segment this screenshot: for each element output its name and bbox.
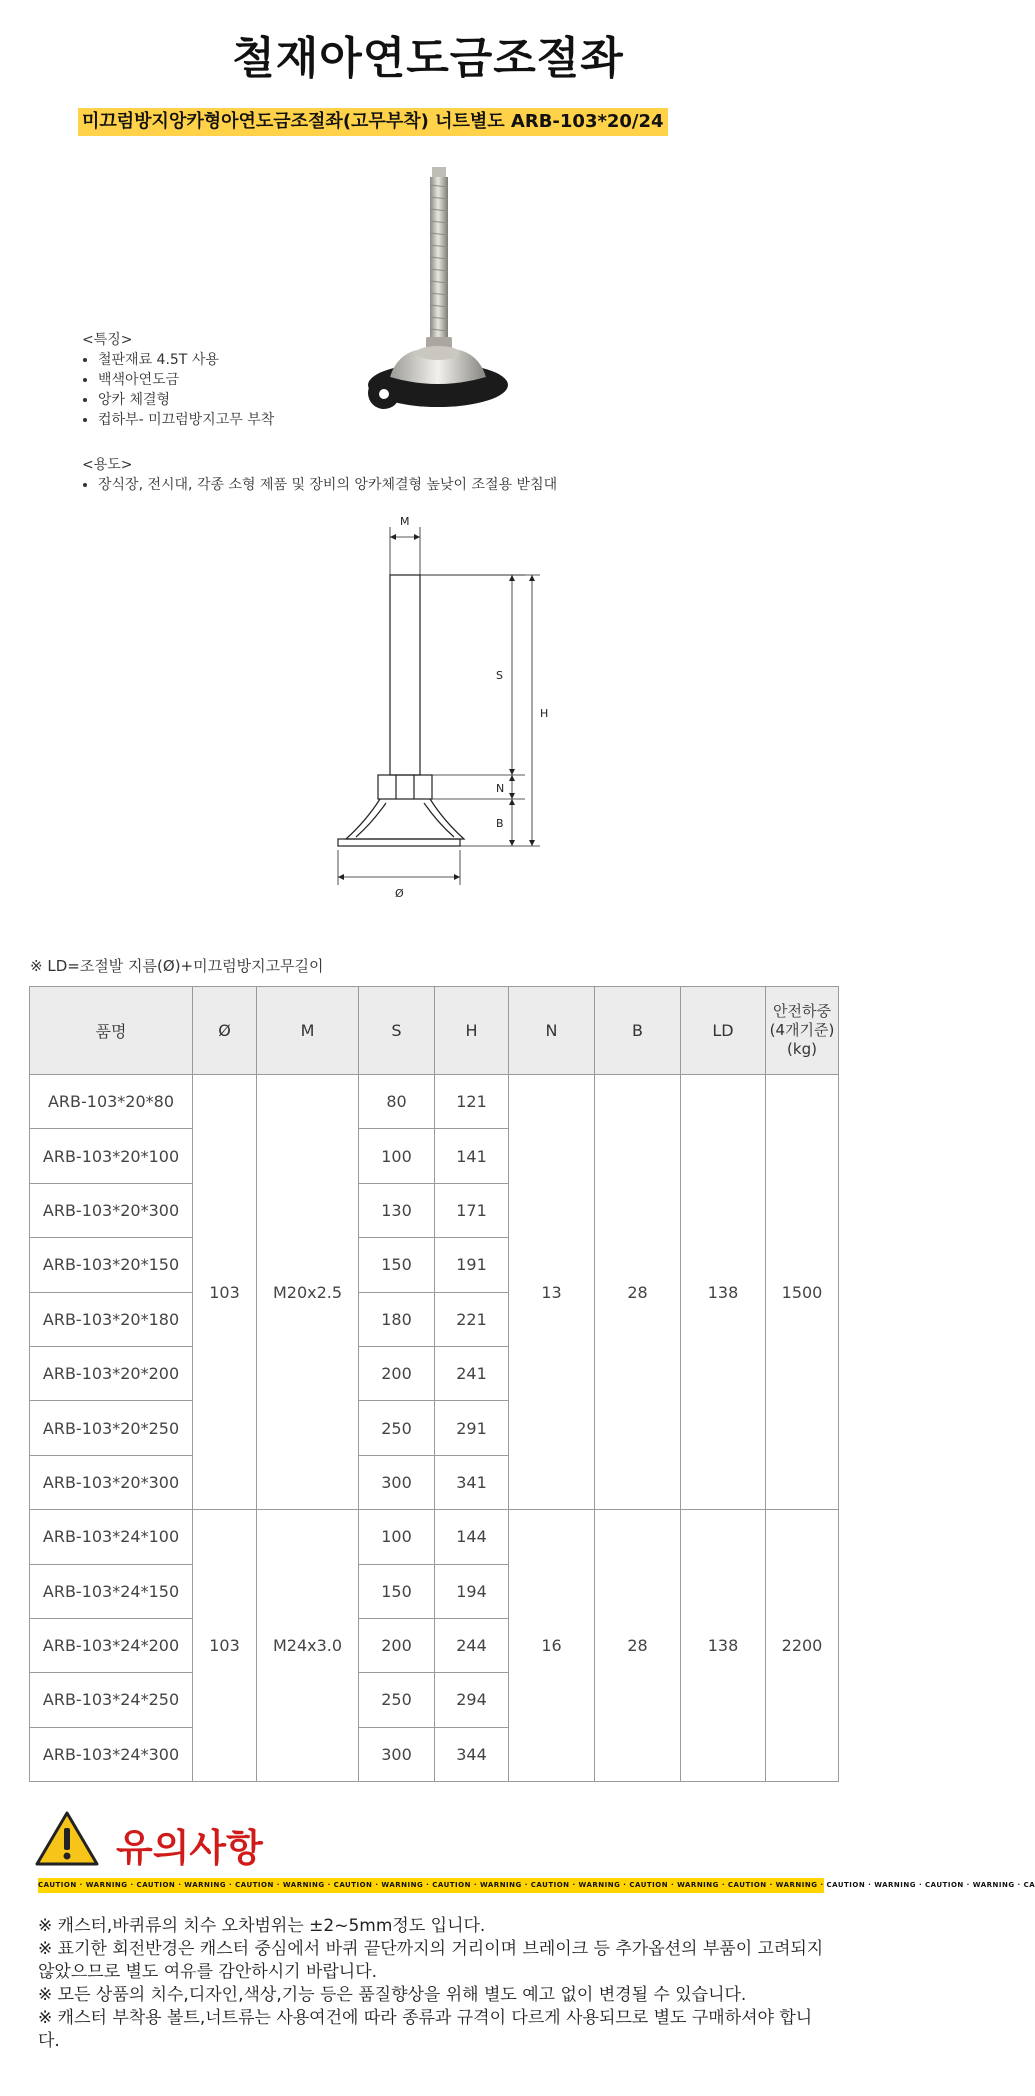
cell-s: 80 [359,1075,435,1129]
cell-name: ARB-103*20*180 [30,1292,193,1346]
cell-h: 294 [435,1673,509,1727]
cell-s: 200 [359,1346,435,1400]
label-dia: Ø [395,887,404,900]
cell-ld: 138 [681,1075,766,1510]
dimension-drawing [300,505,590,915]
cell-n: 16 [509,1510,595,1782]
col-name: 품명 [30,987,193,1075]
cell-n: 13 [509,1075,595,1510]
cell-h: 221 [435,1292,509,1346]
cell-s: 100 [359,1129,435,1183]
cell-h: 194 [435,1564,509,1618]
feature-item: • 철판재료 4.5T 사용 [98,350,274,370]
cell-dia: 103 [193,1075,257,1510]
product-subtitle: 미끄럼방지앙카형아연도금조절좌(고무부착) 너트별도 ARB-103*20/24 [78,108,668,136]
product-photo [370,165,640,415]
cell-name: ARB-103*20*200 [30,1346,193,1400]
features-section [82,330,274,430]
cell-m: M24x3.0 [257,1510,359,1782]
cell-h: 341 [435,1455,509,1509]
col-ld: LD [681,987,766,1075]
warning-strip: CAUTION · WARNING · CAUTION · WARNING · CAUTION · WARNING · CAUTION · WARNING · CAUTION · WARNING · CAUTION · WARNING · CAUTION · WARNING · CAUTION · WARNING · CAUTION · WARNING · CAUTION · WARNING · CA [38,1878,824,1893]
features-heading: <특징> [82,332,133,348]
cell-b: 28 [595,1510,681,1782]
cell-b: 28 [595,1075,681,1510]
label-m: M [400,515,410,528]
cell-name: ARB-103*24*250 [30,1673,193,1727]
usage-section [82,455,557,495]
cell-s: 150 [359,1564,435,1618]
cell-h: 171 [435,1183,509,1237]
cell-h: 241 [435,1346,509,1400]
cell-load: 1500 [766,1075,839,1510]
cell-name: ARB-103*24*100 [30,1510,193,1564]
label-s: S [496,669,503,682]
table-row [30,1075,839,1129]
col-s: S [359,987,435,1075]
cell-s: 130 [359,1183,435,1237]
cell-h: 141 [435,1129,509,1183]
table-row [30,1510,839,1564]
cell-s: 100 [359,1510,435,1564]
caution-title: 유의사항 [116,1826,263,1870]
cell-s: 300 [359,1727,435,1781]
feature-item: • 백색아연도금 [98,370,274,390]
cell-h: 191 [435,1238,509,1292]
col-dia: Ø [193,987,257,1075]
features-list [82,350,274,430]
cell-name: ARB-103*24*150 [30,1564,193,1618]
feature-item: • 앙카 체결형 [98,390,274,410]
cell-s: 250 [359,1401,435,1455]
col-b: B [595,987,681,1075]
usage-item: • 장식장, 전시대, 각종 소형 제품 및 장비의 앙카체결형 높낮이 조절용 받침대 [98,475,557,495]
label-n: N [496,782,505,795]
label-b: B [496,817,504,830]
cell-s: 150 [359,1238,435,1292]
usage-list [82,475,557,495]
cell-name: ARB-103*20*250 [30,1401,193,1455]
cell-s: 250 [359,1673,435,1727]
cell-ld: 138 [681,1510,766,1782]
cell-h: 121 [435,1075,509,1129]
note-item: ※ 표기한 회전반경은 캐스터 중심에서 바퀴 끝단까지의 거리이며 브레이크 등 추가옵션의 부품이 고려되지 않았으므로 별도 여유를 감안하시기 바랍니다. [38,1939,824,1982]
cell-name: ARB-103*20*80 [30,1075,193,1129]
note-item: ※ 모든 상품의 치수,디자인,색상,기능 등은 품질향상을 위해 별도 예고 없이 변경될 수 있습니다. [38,1985,747,2005]
cell-s: 180 [359,1292,435,1346]
cell-h: 291 [435,1401,509,1455]
note-item: ※ 캐스터 부착용 볼트,너트류는 사용여건에 따라 종류과 규격이 다르게 사용되므로 별도 구매하셔야 합니다. [38,2008,813,2051]
col-m: M [257,987,359,1075]
ld-note: ※ LD=조절발 지름(Ø)+미끄럼방지고무길이 [30,957,324,975]
usage-heading: <용도> [82,457,133,473]
spec-table [29,986,839,1782]
caution-notes [38,1915,828,2053]
cell-s: 300 [359,1455,435,1509]
cell-m: M20x2.5 [257,1075,359,1510]
cell-h: 244 [435,1618,509,1672]
col-n: N [509,987,595,1075]
cell-name: ARB-103*24*200 [30,1618,193,1672]
cell-name: ARB-103*20*300 [30,1183,193,1237]
cell-h: 344 [435,1727,509,1781]
cell-dia: 103 [193,1510,257,1782]
cell-s: 200 [359,1618,435,1672]
note-item: ※ 캐스터,바퀴류의 치수 오차범위는 ±2~5mm정도 입니다. [38,1916,486,1936]
label-h: H [540,707,549,720]
col-h: H [435,987,509,1075]
col-load: 안전하중(4개기준)(kg) [766,987,839,1075]
cell-name: ARB-103*20*300 [30,1455,193,1509]
cell-name: ARB-103*20*150 [30,1238,193,1292]
table-header-row [30,987,839,1075]
feature-item: • 컵하부- 미끄럼방지고무 부착 [98,410,274,430]
cell-name: ARB-103*20*100 [30,1129,193,1183]
cell-load: 2200 [766,1510,839,1782]
cell-name: ARB-103*24*300 [30,1727,193,1781]
warning-icon [34,1810,100,1868]
page-title: 철재아연도금조절좌 [232,33,624,84]
cell-h: 144 [435,1510,509,1564]
